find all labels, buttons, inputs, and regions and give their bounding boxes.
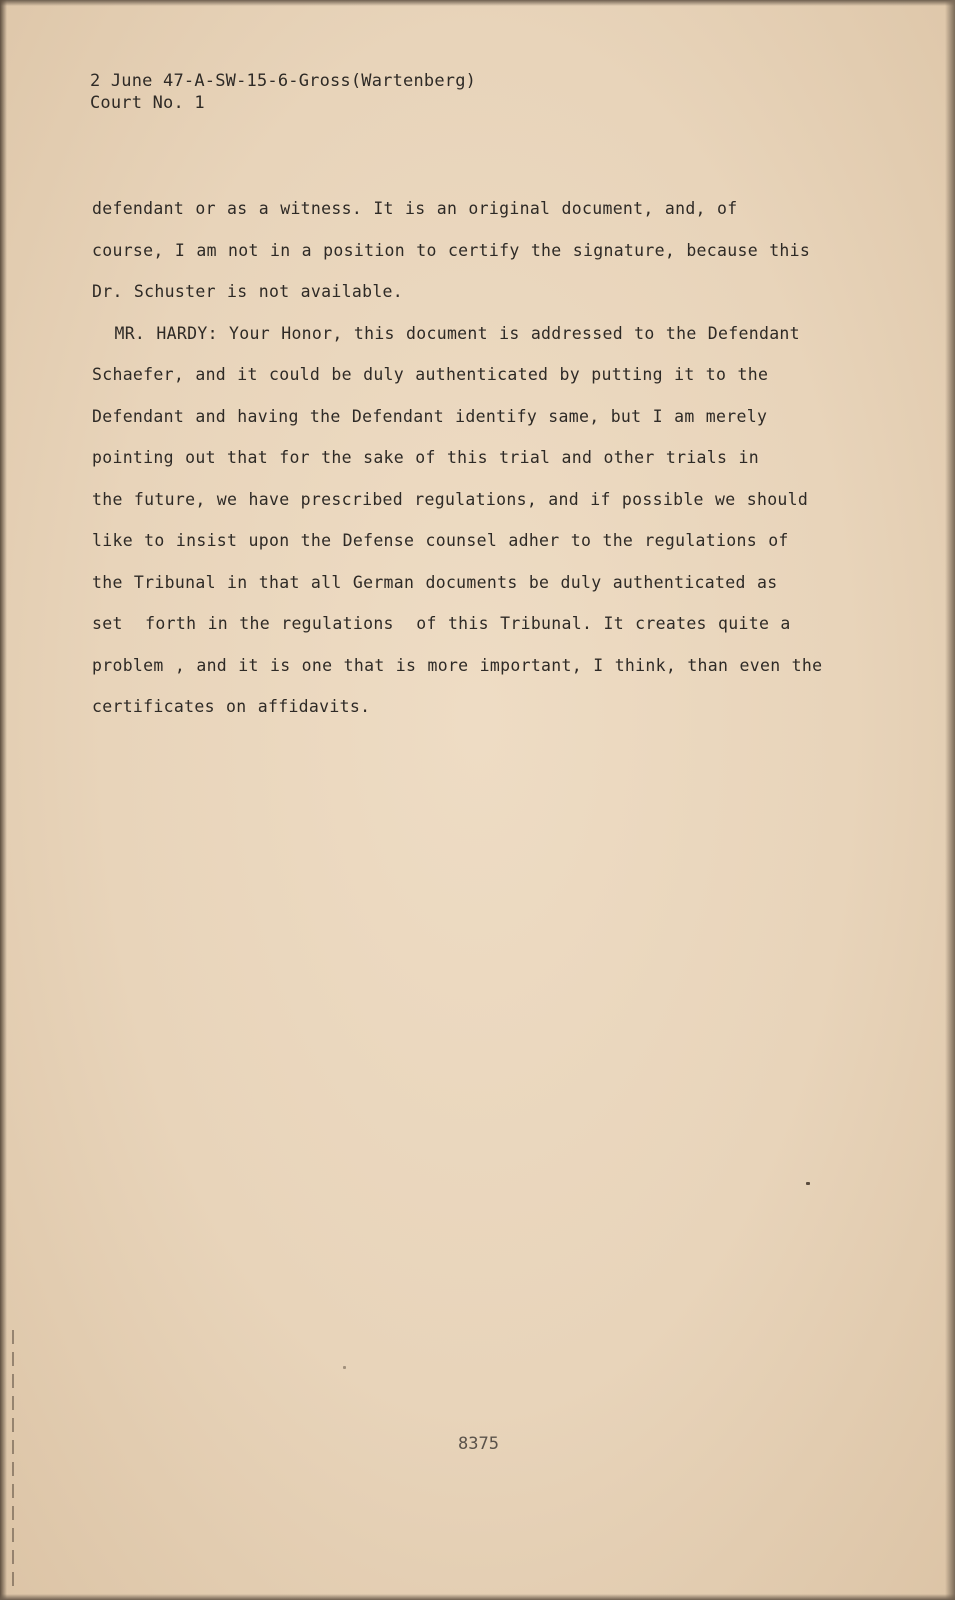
transcript-line: Schaefer, and it could be duly authenticated by putting it to the xyxy=(92,365,769,384)
transcript-line: the future, we have prescribed regulations, and if possible we should xyxy=(92,489,809,509)
transcript-line: problem , and it is one that is more important, I think, than even the xyxy=(92,655,823,675)
transcript-line: certificates on affidavits. xyxy=(92,697,371,716)
transcript-line: defendant or as a witness. It is an original document, and, of xyxy=(92,199,738,218)
page-number: 8375 xyxy=(458,1434,499,1454)
page-edge-right xyxy=(945,0,955,1600)
header-case-line: 2 June 47-A-SW-15-6-Gross(Wartenberg) xyxy=(90,71,477,91)
page-edge-bottom xyxy=(0,1594,955,1600)
transcript-line: pointing out that for the sake of this trial and other trials in xyxy=(92,448,759,467)
transcript-line: Dr. Schuster is not available. xyxy=(92,282,404,301)
transcript-body xyxy=(92,188,832,728)
page-edge-top xyxy=(0,0,955,6)
paper-speck xyxy=(343,1366,346,1369)
paper-speck xyxy=(806,1182,810,1185)
document-header xyxy=(90,70,476,114)
transcript-line: MR. HARDY: Your Honor, this document is addressed to the Defendant xyxy=(92,323,800,343)
transcript-line: course, I am not in a position to certify the signature, because this xyxy=(92,240,811,260)
header-court-line: Court No. 1 xyxy=(90,93,205,113)
transcript-line: set forth in the regulations of this Tribunal. It creates quite a xyxy=(92,614,791,633)
page-edge-left xyxy=(0,0,7,1600)
transcript-line: the Tribunal in that all German documents be duly authenticated as xyxy=(92,572,778,592)
transcript-line: like to insist upon the Defense counsel adher to the regulations of xyxy=(92,531,789,550)
binding-holes xyxy=(12,1330,14,1590)
transcript-line: Defendant and having the Defendant identify same, but I am merely xyxy=(92,406,768,426)
